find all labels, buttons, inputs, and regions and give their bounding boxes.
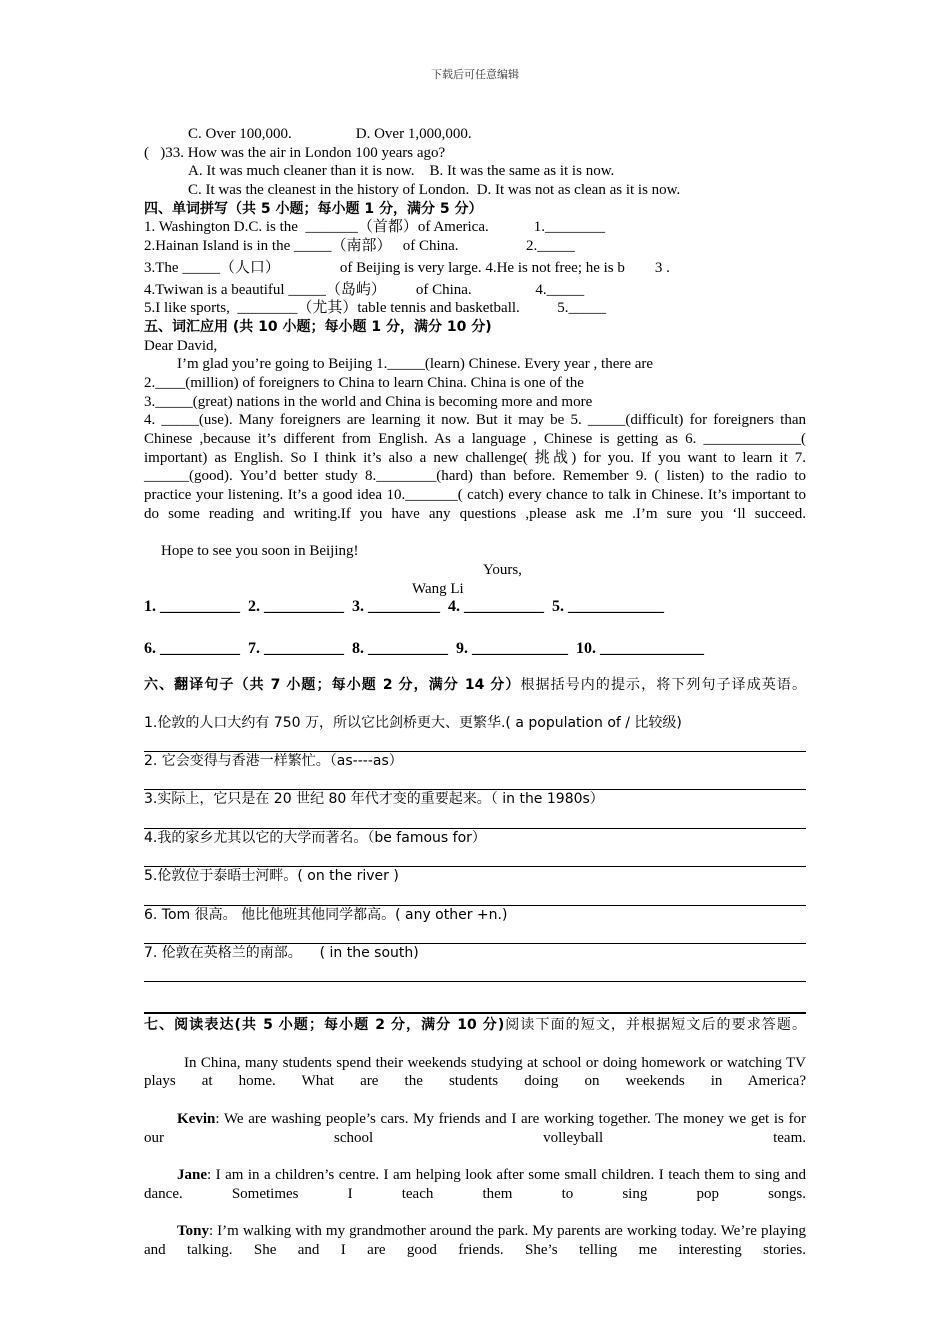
q32-option-d: D. Over 1,000,000. <box>355 126 472 142</box>
reading-jane-text: : I am in a children’s centre. I am helping look after some small children. I teach them to sing and dance. Sometimes I teach them to sing pop songs. <box>144 1166 806 1202</box>
reading-jane <box>144 1166 806 1222</box>
answer-line-5[interactable] <box>144 886 806 906</box>
section7-instruction: 阅读下面的短文，并根据短文后的要求答题。 <box>504 1017 806 1034</box>
q32-option-c: C. Over 100,000. <box>188 126 292 142</box>
reading-kevin <box>144 1110 806 1166</box>
translate-item-1: 1.伦敦的人口大约有 750 万，所以它比剑桥更大、更繁华.( a population of / 比较级) <box>144 714 682 731</box>
exam-content <box>144 125 806 1278</box>
answer-line-4[interactable] <box>144 848 806 868</box>
letter-line-2: 2.____(million) of foreigners to China to learn China. China is one of the <box>144 374 584 391</box>
section6-title: 六、翻译句子（共 7 小题；每小题 2 分，满分 14 分） <box>144 677 521 694</box>
translate-item-4: 4.我的家乡尤其以它的大学而著名。（be famous for） <box>144 829 486 846</box>
letter-salutation: Dear David, <box>144 337 218 354</box>
section7-title: 七、阅读表达(共 5 小题；每小题 2 分，满分 10 分) <box>144 1017 505 1034</box>
answer-line-6[interactable] <box>144 924 806 944</box>
q33-options-1: A. It was much cleaner than it is now. B. It was the same as it is now. <box>188 163 615 180</box>
letter-line-1: I’m glad you’re going to Beijing 1._____(learn) Chinese. Every year , there are <box>177 356 654 373</box>
reading-kevin-text: : We are washing people’s cars. My friends and I are working together. The money we get is for our school volleyball team. <box>144 1110 806 1146</box>
translate-item-5: 5.伦敦位于泰晤士河畔。( on the river ) <box>144 868 399 885</box>
reading-kevin-name: Kevin <box>177 1110 216 1127</box>
section4-item-4: 4.Twiwan is a beautiful _____（岛屿） of China. 4._____ <box>144 281 585 298</box>
section7-heading <box>144 1016 806 1053</box>
section4-item-1: 1. Washington D.C. is the _______（首都）of America. 1.________ <box>144 219 605 236</box>
translate-item-3: 3.实际上，它只是在 20 世纪 80 年代才变的重要起来。（ in the 1980s） <box>144 791 604 808</box>
section7-divider <box>144 1012 806 1014</box>
translate-item-6: 6. Tom 很高。 他比他班其他同学都高。( any other +n.) <box>144 906 508 923</box>
section4-item-5: 5.I like sports, ________（尤其）table tennis and basketball. 5._____ <box>144 300 607 317</box>
answer-line-3[interactable] <box>144 809 806 829</box>
section4-title: 四、单词拼写（共 5 小题；每小题 1 分，满分 5 分） <box>144 200 483 217</box>
section6-instruction: 根据括号内的提示，将下列句子译成英语。 <box>520 677 806 694</box>
reading-tony-name: Tony <box>177 1223 209 1240</box>
translate-item-7: 7. 伦敦在英格兰的南部。 ( in the south) <box>144 944 419 961</box>
reading-jane-name: Jane <box>177 1166 207 1183</box>
letter-signature: Wang Li <box>412 580 464 597</box>
translate-item-2: 2. 它会变得与香港一样繁忙。（as----as） <box>144 753 403 770</box>
answer-line-7[interactable] <box>144 963 806 983</box>
section6-heading <box>144 676 806 713</box>
letter-paragraph: 4. _____(use). Many foreigners are learning it now. But it may be 5. _____(difficult) for foreigners than Chinese ,because it’s different from English. As a language , Chinese is getting as 6. _____________( important) as English. So I think it’s also a new challenge( 挑战) for you. If you want to learn it 7. ______(good). You’d better study 8.________(hard) than before. Remember 9. ( listen) to the radio to practice your listening. It’s a good idea 10._______( catch) every chance to talk in Chinese. It’s important to do some reading and writing.If you have any questions ,please ask me .I’m sure you ‘ll succeed. <box>144 412 806 522</box>
page-header-note: 下载后可任意编辑 <box>431 68 519 81</box>
letter-closing: Hope to see you soon in Beijing! <box>161 543 359 560</box>
q33-options-2: C. It was the cleanest in the history of London. D. It was not as clean as it is now. <box>188 182 681 199</box>
answer-row-1: 1. __________ 2. __________ 3. _________ 4. __________ 5. ____________ <box>144 598 664 616</box>
reading-tony <box>144 1222 806 1278</box>
answer-line-1[interactable] <box>144 732 806 752</box>
section4-item-2: 2.Hainan Island is in the _____（南部） of China. 2._____ <box>144 238 575 255</box>
section4-item-3: 3.The _____（人口） of Beijing is very large. 4.He is not free; he is b 3 . <box>144 259 670 276</box>
answer-row-2: 6. __________ 7. __________ 8. __________ 9. ____________ 10. _____________ <box>144 640 704 658</box>
q33-stem: ( )33. How was the air in London 100 years ago? <box>144 144 446 161</box>
section5-title: 五、词汇应用 (共 10 小题；每小题 1 分，满分 10 分) <box>144 318 492 335</box>
letter-yours: Yours, <box>483 561 522 578</box>
letter-line-3: 3._____(great) nations in the world and China is becoming more and more <box>144 393 593 410</box>
answer-line-2[interactable] <box>144 771 806 791</box>
reading-intro: In China, many students spend their weekends studying at school or doing homework or watching TV plays at home. What are the students doing on weekends in America? <box>144 1054 806 1090</box>
q32-options <box>144 125 806 144</box>
reading-tony-text: : I’m walking with my grandmother around the park. My parents are working today. We’re playing and talking. She and I are good friends. She’s telling me interesting stories. <box>144 1223 806 1258</box>
